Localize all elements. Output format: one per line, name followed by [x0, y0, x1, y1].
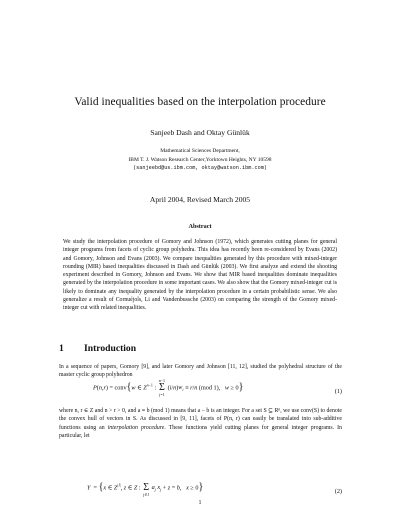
intro-paragraph-2-emphasis: interpolation procedure	[107, 424, 165, 431]
abstract-heading: Abstract	[188, 223, 212, 230]
author-emails: (sanjeebd@us.ibm.com, oktay@watson.ibm.com)	[133, 165, 267, 171]
section-heading	[59, 343, 136, 354]
paper-date: April 2004, Revised March 2005	[149, 195, 251, 204]
section-title: Introduction	[84, 343, 137, 354]
paper-authors: Sanjeeb Dash and Oktay Günlük	[150, 128, 250, 137]
equation-2-number: (2)	[334, 488, 342, 495]
affiliation-address: IBM T. J. Watson Research Center,Yorktown Heights, NY 10598	[128, 156, 272, 163]
equation-1	[59, 379, 342, 409]
paper-title: Valid inequalities based on the interpolation procedure	[74, 96, 326, 108]
affiliation-department: Mathematical Sciences Department,	[160, 148, 240, 154]
equation-2-body: Y = {x ∈ $Z^{|J|}$, z ∈ Z : Σ j∈J $a_j$ $x_j + z = b$, x ≥ 0}	[87, 481, 204, 497]
intro-paragraph-1: In a sequence of papers, Gomory [9], and later Gomory and Johnson [11, 12], studied the polyhedral structure of the master cyclic group polyhedron	[59, 364, 342, 379]
page-number: 1	[198, 500, 202, 506]
section-number: 1	[59, 343, 64, 354]
equation-1-body: P(n,r) = conv{w ∈ $Z^{n-1}$ : n−1 Σ j=1 $(i/n)w_i \equiv r/n$ (mod 1), w ≥ 0}	[93, 378, 244, 397]
equation-1-number: (1)	[334, 388, 342, 395]
intro-paragraph-2	[59, 407, 342, 440]
intro-paragraph-2-part-b: . These functions yield cutting planes for general integer programs. In particular, let	[59, 424, 342, 439]
intro-paragraph-2-part-a: where n, r ∈ Z and n > r > 0, and a ≡ b (mod 1) means that a − b is an integer. For a set S ⊆ Rⁿ, we use conv(S) to denote the convex hull of vectors in S. As discussed in [9, 11], facets of P(n, r) can easily be translated into sub-additive functions using an	[59, 408, 342, 431]
abstract-text: We study the interpolation procedure of Gomory and Johnson (1972), which generates cutting planes for general integer programs from facets of cyclic group polyhedra. This idea has recently been re-considered by Evans (2002) and Gomory, Johnson and Evans (2003). We compare inequalities generated by this procedure with mixed-integer rounding (MIR) based inequalities discussed in Dash and Günlük (2003). We first analyze and extend the shooting experiment described in Gomory, Johnson and Evans. We show that MIR based inequalities dominate inequalities generated by the interpolation procedure in some important cases. We also show that the Gomory mixed-integer cut is likely to dominate any inequality generated by the interpolation procedure in a certain probabilistic sense. We also generalize a result of Cornuéjols, Li and Vandenbussche (2003) on comparing the strength of the Gomory mixed-integer cut with related inequalities.	[63, 239, 337, 311]
affiliation-block	[0, 147, 400, 173]
